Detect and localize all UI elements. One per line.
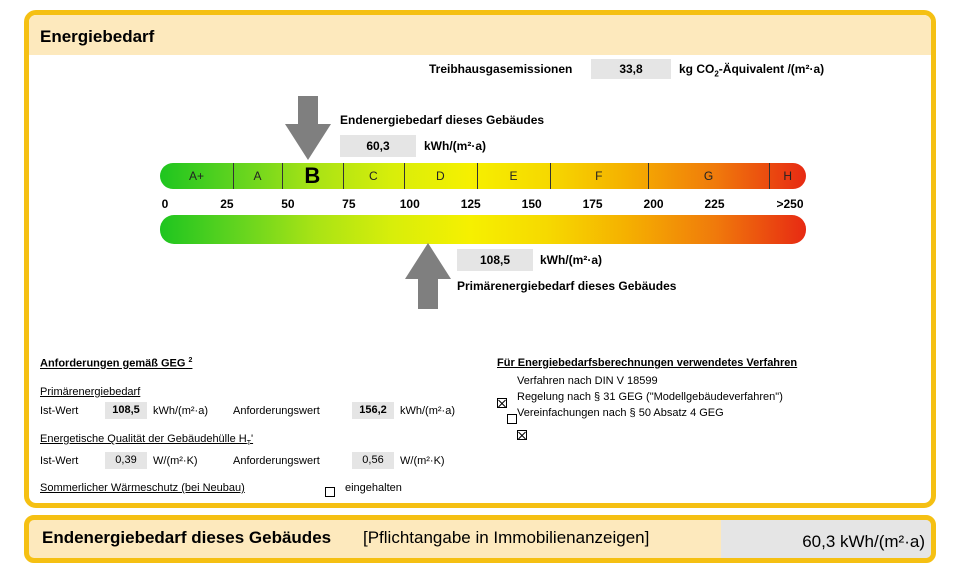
class-divider: [343, 163, 344, 189]
end-energy-arrow-icon: [283, 96, 333, 162]
footer-title: Endenergiebedarf dieses Gebäudes: [42, 528, 332, 547]
method-checkbox[interactable]: [507, 414, 517, 424]
class-divider: [648, 163, 649, 189]
primary-anf-label: Anforderungswert: [233, 405, 320, 417]
scale-tick-label: 150: [521, 197, 542, 211]
primary-energy-unit: kWh/(m²·a): [540, 253, 602, 267]
scale-tick-label: 125: [460, 197, 481, 211]
primary-ist-value: 108,5: [105, 402, 147, 419]
primary-ist-label: Ist-Wert: [40, 405, 79, 417]
class-divider: [550, 163, 551, 189]
primary-requirement-title: Primärenergiebedarf: [40, 386, 141, 398]
efficiency-class-scale: [160, 163, 806, 189]
summer-protection-checkbox[interactable]: [325, 487, 335, 497]
envelope-anf-value: 0,56: [352, 452, 394, 469]
scale-tick-label: 200: [643, 197, 664, 211]
scale-tick-label: 100: [399, 197, 420, 211]
efficiency-class-a-plus: A+: [189, 169, 205, 183]
primary-energy-value: 108,5: [457, 249, 533, 271]
end-energy-value: 60,3: [340, 135, 416, 157]
envelope-requirement-title: Energetische Qualität der Gebäudehülle $H_T'$: [40, 433, 254, 448]
methods-title: Für Energiebedarfsberechnungen verwendetes Verfahren: [497, 357, 798, 369]
scale-tick-label: 75: [342, 197, 356, 211]
efficiency-class-a: A: [253, 169, 262, 183]
emissions-unit: kg $CO_2$-Äquivalent /(m²·a): [679, 62, 825, 79]
panel-header: [29, 15, 931, 55]
requirements-title: Anforderungen gemäß GEG $^2$: [40, 357, 193, 370]
panel-title: Energiebedarf: [40, 27, 155, 46]
footer-value: 60,3 kWh/(m²·a): [802, 532, 925, 551]
class-divider: [769, 163, 770, 189]
energy-gradient-bar: [160, 215, 806, 244]
envelope-ist-label: Ist-Wert: [40, 455, 79, 467]
envelope-ist-unit: W/(m²·K): [153, 455, 198, 467]
end-energy-title: Endenergiebedarf dieses Gebäudes: [340, 113, 545, 127]
summer-protection-title: Sommerlicher Wärmeschutz (bei Neubau): [40, 482, 245, 494]
class-divider: [404, 163, 405, 189]
scale-tick-label: 225: [704, 197, 725, 211]
method-checkbox[interactable]: [497, 398, 507, 408]
end-energy-unit: kWh/(m²·a): [424, 139, 486, 153]
primary-energy-arrow-icon: [403, 243, 453, 309]
efficiency-class-h: H: [783, 169, 793, 183]
scale-tick-label: 0: [161, 197, 169, 211]
efficiency-class-b: B: [304, 163, 321, 188]
efficiency-class-c: C: [368, 169, 378, 183]
method-checkbox[interactable]: [517, 430, 527, 440]
method-label: Regelung nach § 31 GEG ("Modellgebäudeverfahren"): [517, 391, 783, 403]
class-divider: [282, 163, 283, 189]
efficiency-class-d: D: [435, 169, 445, 183]
scale-tick-label: 25: [220, 197, 234, 211]
scale-tick-label: 175: [582, 197, 603, 211]
primary-anf-unit: kWh/(m²·a): [400, 405, 455, 417]
emissions-label: Treibhausgasemissionen: [429, 62, 573, 76]
class-divider: [233, 163, 234, 189]
efficiency-class-f: F: [595, 169, 603, 183]
footer-note: [Pflichtangabe in Immobilienanzeigen]: [363, 528, 650, 547]
method-label: Vereinfachungen nach § 50 Absatz 4 GEG: [517, 407, 724, 419]
envelope-anf-label: Anforderungswert: [233, 455, 320, 467]
primary-ist-unit: kWh/(m²·a): [153, 405, 208, 417]
scale-tick-label: >250: [776, 197, 804, 211]
primary-anf-value: 156,2: [352, 402, 394, 419]
method-label: Verfahren nach DIN V 18599: [517, 375, 658, 387]
efficiency-class-g: G: [703, 169, 714, 183]
envelope-ist-value: 0,39: [105, 452, 147, 469]
envelope-anf-unit: W/(m²·K): [400, 455, 445, 467]
summer-protection-label: eingehalten: [345, 482, 402, 494]
primary-energy-title: Primärenergiebedarf dieses Gebäudes: [457, 279, 677, 293]
emissions-value: 33,8: [591, 59, 671, 79]
class-divider: [477, 163, 478, 189]
efficiency-class-e: E: [509, 169, 518, 183]
scale-tick-label: 50: [281, 197, 295, 211]
